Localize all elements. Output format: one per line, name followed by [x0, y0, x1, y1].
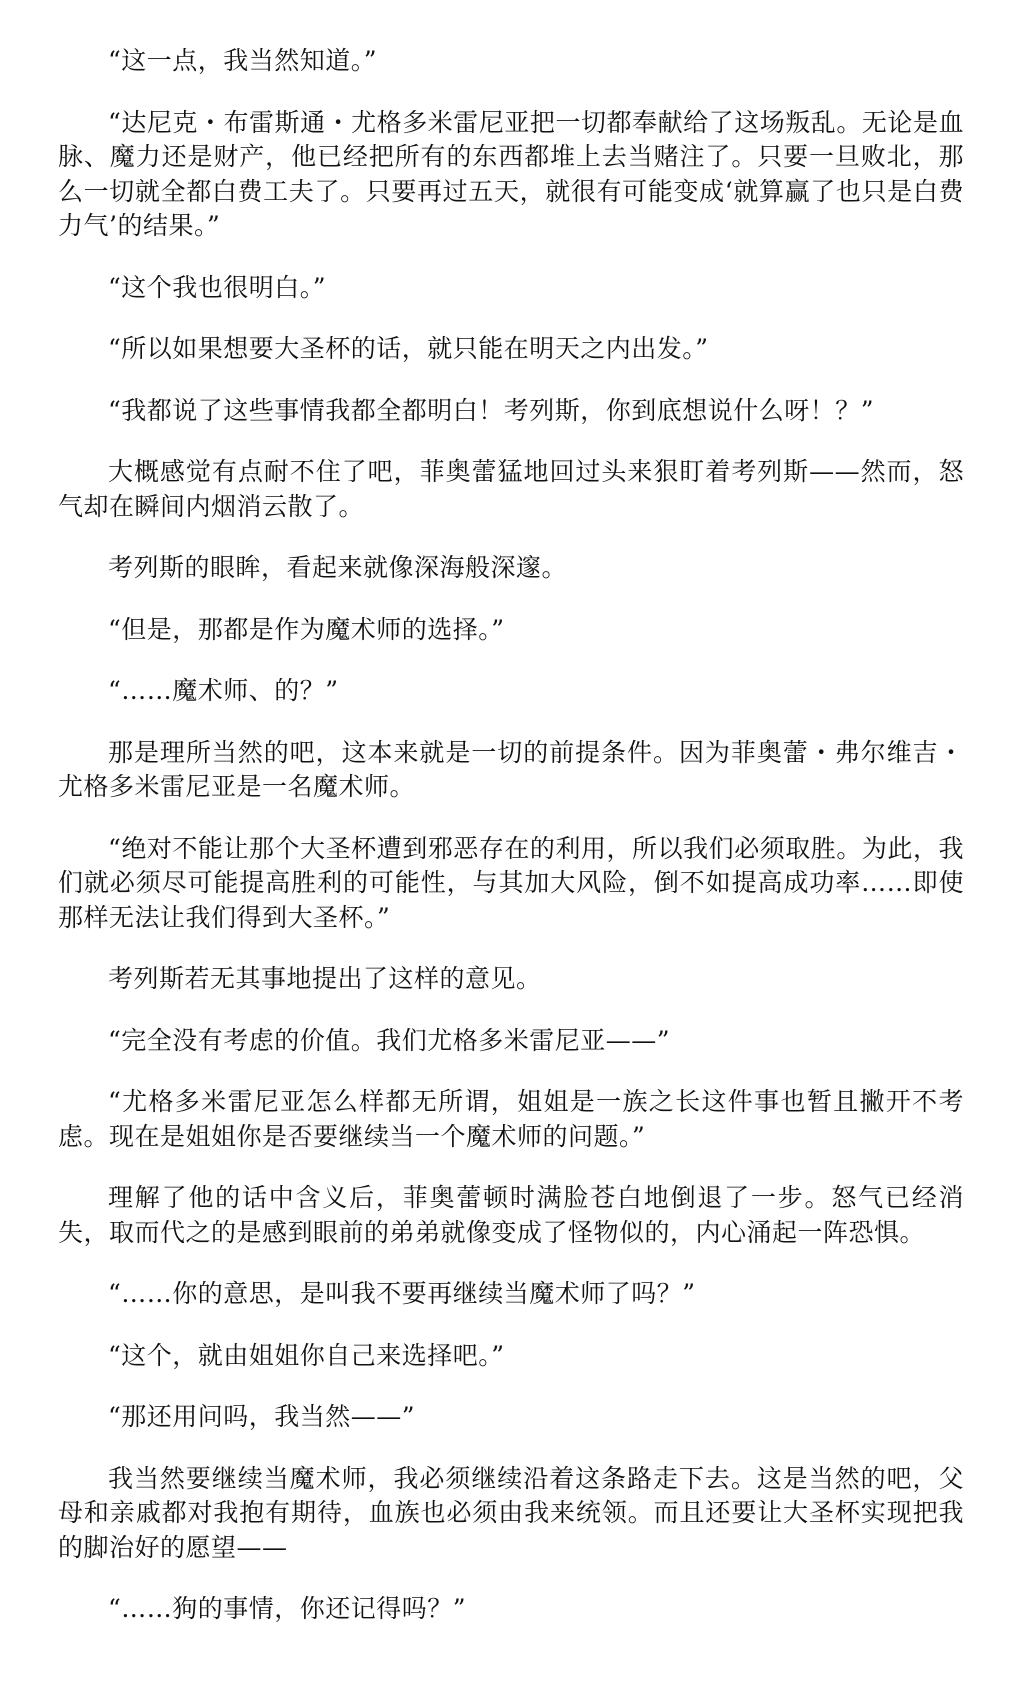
paragraph: 那是理所当然的吧，这本来就是一切的前提条件。因为菲奥蕾・弗尔维吉・尤格多米雷尼亚是一名魔术师。 — [58, 737, 964, 801]
paragraph: “这一点，我当然知道。” — [108, 46, 378, 75]
paragraph: “尤格多米雷尼亚怎么样都无所谓，姐姐是一族之长这件事也暂且撇开不考虑。现在是姐姐你是否要继续当一个魔术师的问题。” — [58, 1087, 964, 1151]
paragraph: 考列斯若无其事地提出了这样的意见。 — [108, 964, 542, 993]
paragraph: “但是，那都是作为魔术师的选择。” — [108, 614, 505, 644]
paragraph: “绝对不能让那个大圣杯遭到邪恶存在的利用，所以我们必须取胜。为此，我们就必须尽可能提高胜利的可能性，与其加大风险，倒不如提高成功率……即使那样无法让我们得到大圣杯。” — [58, 833, 964, 932]
paragraph: “……狗的事情，你还记得吗？” — [108, 1594, 467, 1623]
paragraph: 考列斯的眼眸，看起来就像深海般深邃。 — [108, 553, 568, 582]
paragraph: “这个我也很明白。” — [108, 272, 327, 302]
paragraph: 理解了他的话中含义后，菲奥蕾顿时满脸苍白地倒退了一步。怒气已经消失，取而代之的是感到眼前的弟弟就像变成了怪物似的，内心涌起一阵恐惧。 — [58, 1183, 964, 1247]
paragraph: “完全没有考虑的价值。我们尤格多米雷尼亚——” — [108, 1025, 671, 1055]
paragraph: 我当然要继续当魔术师，我必须继续沿着这条路走下去。这是当然的吧，父母和亲戚都对我抱有期待，血族也必须由我来统领。而且还要让大圣杯实现把我的脚治好的愿望—— — [58, 1463, 964, 1562]
paragraph: “……你的意思，是叫我不要再继续当魔术师了吗？” — [108, 1279, 696, 1308]
paragraph: “那还用问吗，我当然——” — [108, 1402, 416, 1431]
paragraph: 大概感觉有点耐不住了吧，菲奥蕾猛地回过头来狠盯着考列斯——然而，怒气却在瞬间内烟消云散了。 — [58, 457, 964, 521]
paragraph: “我都说了这些事情我都全都明白！考列斯，你到底想说什么呀！？” — [108, 395, 875, 425]
paragraph: “这个，就由姐姐你自己来选择吧。” — [108, 1340, 505, 1370]
paragraph: “所以如果想要大圣杯的话，就只能在明天之内出发。” — [108, 334, 709, 363]
paragraph: “达尼克・布雷斯通・尤格多米雷尼亚把一切都奉献给了这场叛乱。无论是血脉、魔力还是财产，他已经把所有的东西都堆上去当赌注了。只要一旦败北，那么一切就全都白费工夫了。只要再过五天，就很有可能变成‘就算赢了也只是白费力气’的结果。” — [58, 107, 964, 240]
document-page — [58, 44, 964, 1627]
paragraph: “……魔术师、的？” — [108, 676, 339, 705]
